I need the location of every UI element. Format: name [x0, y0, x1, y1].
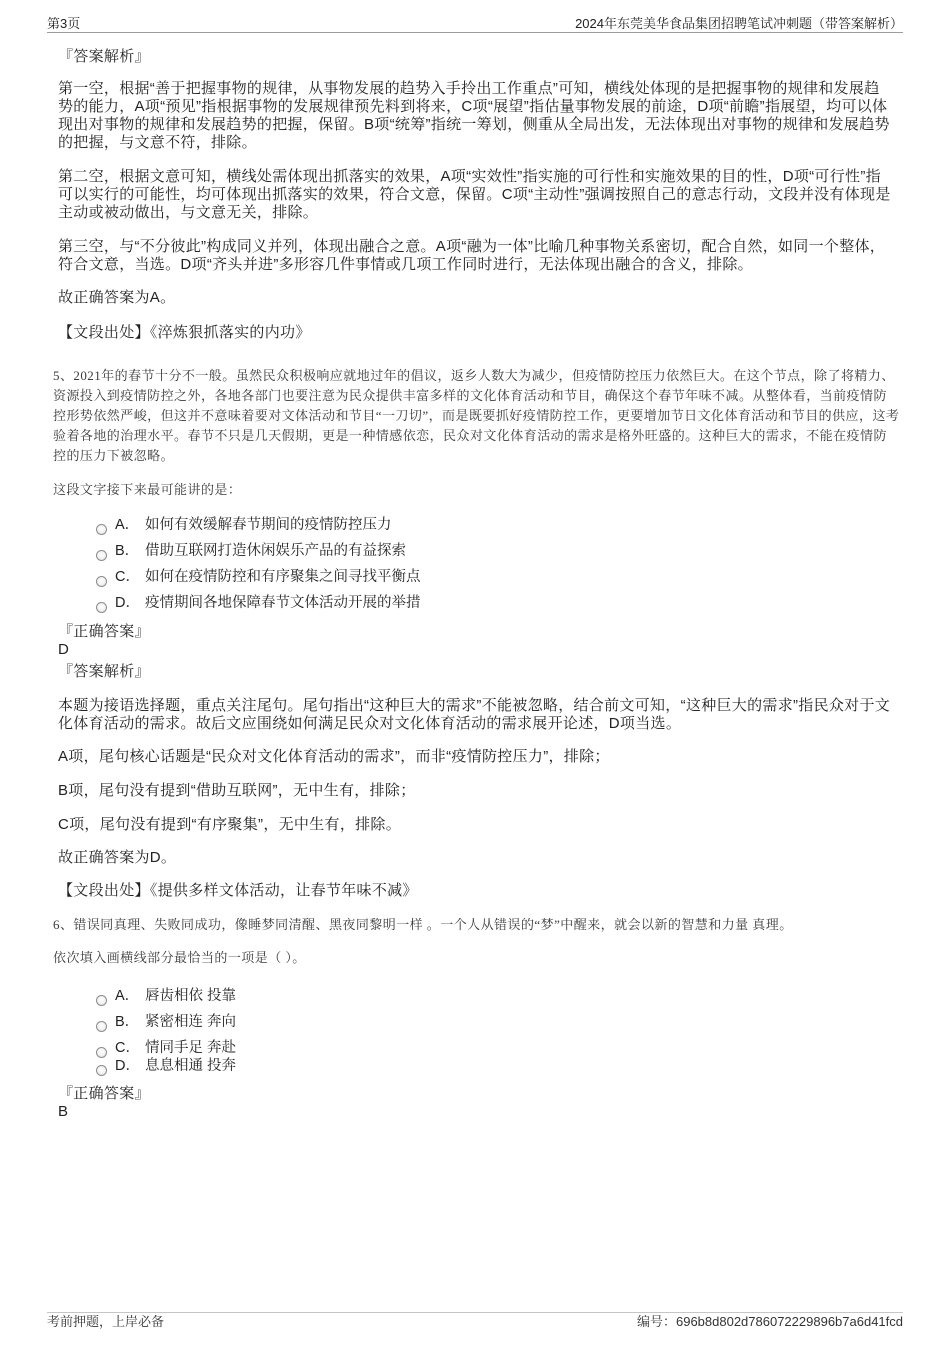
option-label: B．	[115, 1014, 140, 1030]
question-stem-line: 6、错误同真理、失败同成功，像睡梦同清醒、黑夜同黎明一样 。一个人从错误的“梦”中醒来，就会以新的智慧和力量 真理。	[53, 917, 793, 932]
option-text: 如何有效缓解春节期间的疫情防控压力	[145, 517, 392, 533]
option-text: 情同手足 奔赴	[145, 1040, 237, 1056]
question-stem-line: 验着各地的治理水平。春节不只是几天假期，更是一种情感依恋，民众对文化体育活动的需求是格外旺盛的。这种巨大的需求，不能在疫情防	[53, 428, 887, 443]
option-list	[0, 512, 950, 616]
option-label: D．	[115, 595, 140, 611]
question-prompt: 这段文字接下来最可能讲的是：	[53, 482, 242, 497]
radio-icon[interactable]	[96, 524, 107, 535]
analysis-paragraph	[58, 168, 928, 222]
analysis-paragraph	[58, 697, 928, 733]
passage-source	[58, 324, 928, 342]
option-label: C．	[115, 1040, 140, 1056]
analysis-line: 主动或被动做出，与文意无关，排除。	[58, 204, 319, 221]
question-stem	[53, 915, 928, 935]
option-d[interactable]	[0, 590, 950, 616]
question-stem	[53, 366, 928, 466]
radio-icon[interactable]	[96, 1065, 107, 1076]
answer-analysis-label: 『答案解析』	[58, 48, 150, 65]
radio-icon[interactable]	[96, 576, 107, 587]
option-label: A．	[115, 988, 140, 1004]
passage-source	[58, 882, 928, 900]
analysis-line: 可以实行的可能性，均可体现出抓落实的效果，符合文意，保留。C项“主动性”强调按照自己的意志行动，文段并没有体现是	[58, 186, 891, 203]
analysis-line: 的把握，与文意不符，排除。	[58, 134, 257, 151]
option-label: B．	[115, 543, 140, 559]
question-stem-line: 资源投入到疫情防控之外，各地各部门也要注意为民众提供丰富多样的文化体育活动和节目，确保这个春节年味不减。从整体看，当前疫情防	[53, 388, 887, 403]
question-stem-line: 5、2021年的春节十分不一般。虽然民众积极响应就地过年的倡议，返乡人数大为减少，但疫情防控压力依然巨大。在这个节点，除了将精力、	[53, 368, 895, 383]
answer-conclusion: 故正确答案为A。	[58, 289, 176, 306]
footer-rule	[47, 1312, 903, 1313]
passage-source-label: 【文段出处】	[58, 324, 150, 341]
option-text: 唇齿相依 投靠	[145, 988, 237, 1004]
option-text: 如何在疫情防控和有序聚集之间寻找平衡点	[145, 569, 421, 585]
passage-source-title: 《淬炼狠抓落实的内功》	[149, 324, 311, 341]
correct-answer-label: 『正确答案』	[58, 1085, 150, 1102]
radio-icon[interactable]	[96, 550, 107, 561]
question-stem-line: 控形势依然严峻，但这并不意味着要对文体活动和节目“一刀切”，而是既要抓好疫情防控工作，更要增加节日文化体育活动和节目的供应，这考	[53, 408, 900, 423]
analysis-paragraph	[58, 238, 928, 274]
option-text: 借助互联网打造休闲娱乐产品的有益探索	[145, 543, 406, 559]
option-text: 息息相通 投奔	[145, 1058, 237, 1074]
question-prompt: 依次填入画横线部分最恰当的一项是（ ）。	[53, 950, 306, 965]
analysis-paragraph	[58, 748, 928, 766]
analysis-line: 符合文意，当选。D项“齐头并进”多形容几件事情或几项工作同时进行，无法体现出融合的含义，排除。	[58, 256, 753, 273]
analysis-line: B项，尾句没有提到“借助互联网”，无中生有，排除；	[58, 782, 416, 799]
document-title: 2024年东莞美华食品集团招聘笔试冲刺题（带答案解析）	[575, 16, 903, 31]
option-b[interactable]	[0, 1009, 950, 1035]
analysis-line: A项，尾句核心话题是“民众对文化体育活动的需求”，而非“疫情防控压力”，排除；	[58, 748, 610, 765]
document-id-label: 编号：	[636, 1314, 676, 1329]
analysis-paragraph	[58, 816, 928, 834]
option-text: 紧密相连 奔向	[145, 1014, 237, 1030]
option-label: C．	[115, 569, 140, 585]
document-id-value: 696b8d802d786072229896b7a6d41fcd	[675, 1314, 903, 1329]
option-d[interactable]	[0, 1053, 950, 1079]
answer-conclusion: 故正确答案为D。	[58, 849, 177, 866]
footer-slogan: 考前押题，上岸必备	[47, 1314, 165, 1329]
option-label: D．	[115, 1058, 140, 1074]
answer-analysis-label: 『答案解析』	[58, 663, 150, 680]
page-content	[0, 48, 950, 1121]
analysis-paragraph	[58, 80, 928, 152]
page-number: 第3页	[47, 16, 81, 31]
question-stem-line: 控的压力下被忽略。	[53, 448, 175, 463]
radio-icon[interactable]	[96, 995, 107, 1006]
analysis-line: C项，尾句没有提到“有序聚集”，无中生有，排除。	[58, 816, 402, 833]
analysis-line: 第二空，根据文意可知，横线处需体现出抓落实的效果，A项“实效性”指实施的可行性和实施效果的目的性，D项“可行性”指	[58, 168, 881, 185]
analysis-line: 势的能力，A项“预见”指根据事物的发展规律预先料到将来，C项“展望”指估量事物发展的前途，D项“前瞻”指展望，均可以体	[58, 98, 888, 115]
radio-icon[interactable]	[96, 602, 107, 613]
correct-answer: D	[58, 641, 70, 658]
passage-source-title: 《提供多样文体活动，让春节年味不减》	[149, 882, 418, 899]
option-a[interactable]	[0, 983, 950, 1009]
analysis-paragraph	[58, 782, 928, 800]
option-label: A．	[115, 517, 140, 533]
analysis-line: 本题为接语选择题，重点关注尾句。尾句指出“这种巨大的需求”不能被忽略，结合前文可知，“这种巨大的需求”指民众对于文	[58, 697, 891, 714]
analysis-line: 现出对事物的规律和发展趋势的把握，保留。B项“统筹”指统一筹划，侧重从全局出发，无法体现出对事物的规律和发展趋势	[58, 116, 890, 133]
option-a[interactable]	[0, 512, 950, 538]
correct-answer-label: 『正确答案』	[58, 623, 150, 640]
option-text: 疫情期间各地保障春节文体活动开展的举措	[145, 595, 421, 611]
option-list	[0, 983, 950, 1079]
passage-source-label: 【文段出处】	[58, 882, 150, 899]
correct-answer: B	[58, 1103, 69, 1120]
document-id	[637, 1314, 903, 1330]
analysis-line: 第三空，与“不分彼此”构成同义并列，体现出融合之意。A项“融为一体”比喻几种事物关系密切，配合自然，如同一个整体，	[58, 238, 886, 255]
analysis-line: 第一空，根据“善于把握事物的规律，从事物发展的趋势入手拎出工作重点”可知，横线处体现的是把握事物的规律和发展趋	[58, 80, 880, 97]
option-b[interactable]	[0, 538, 950, 564]
analysis-line: 化体育活动的需求。故后文应围绕如何满足民众对文化体育活动的需求展开论述，D项当选。	[58, 715, 682, 732]
header-rule	[47, 32, 903, 33]
option-c[interactable]	[0, 564, 950, 590]
radio-icon[interactable]	[96, 1021, 107, 1032]
